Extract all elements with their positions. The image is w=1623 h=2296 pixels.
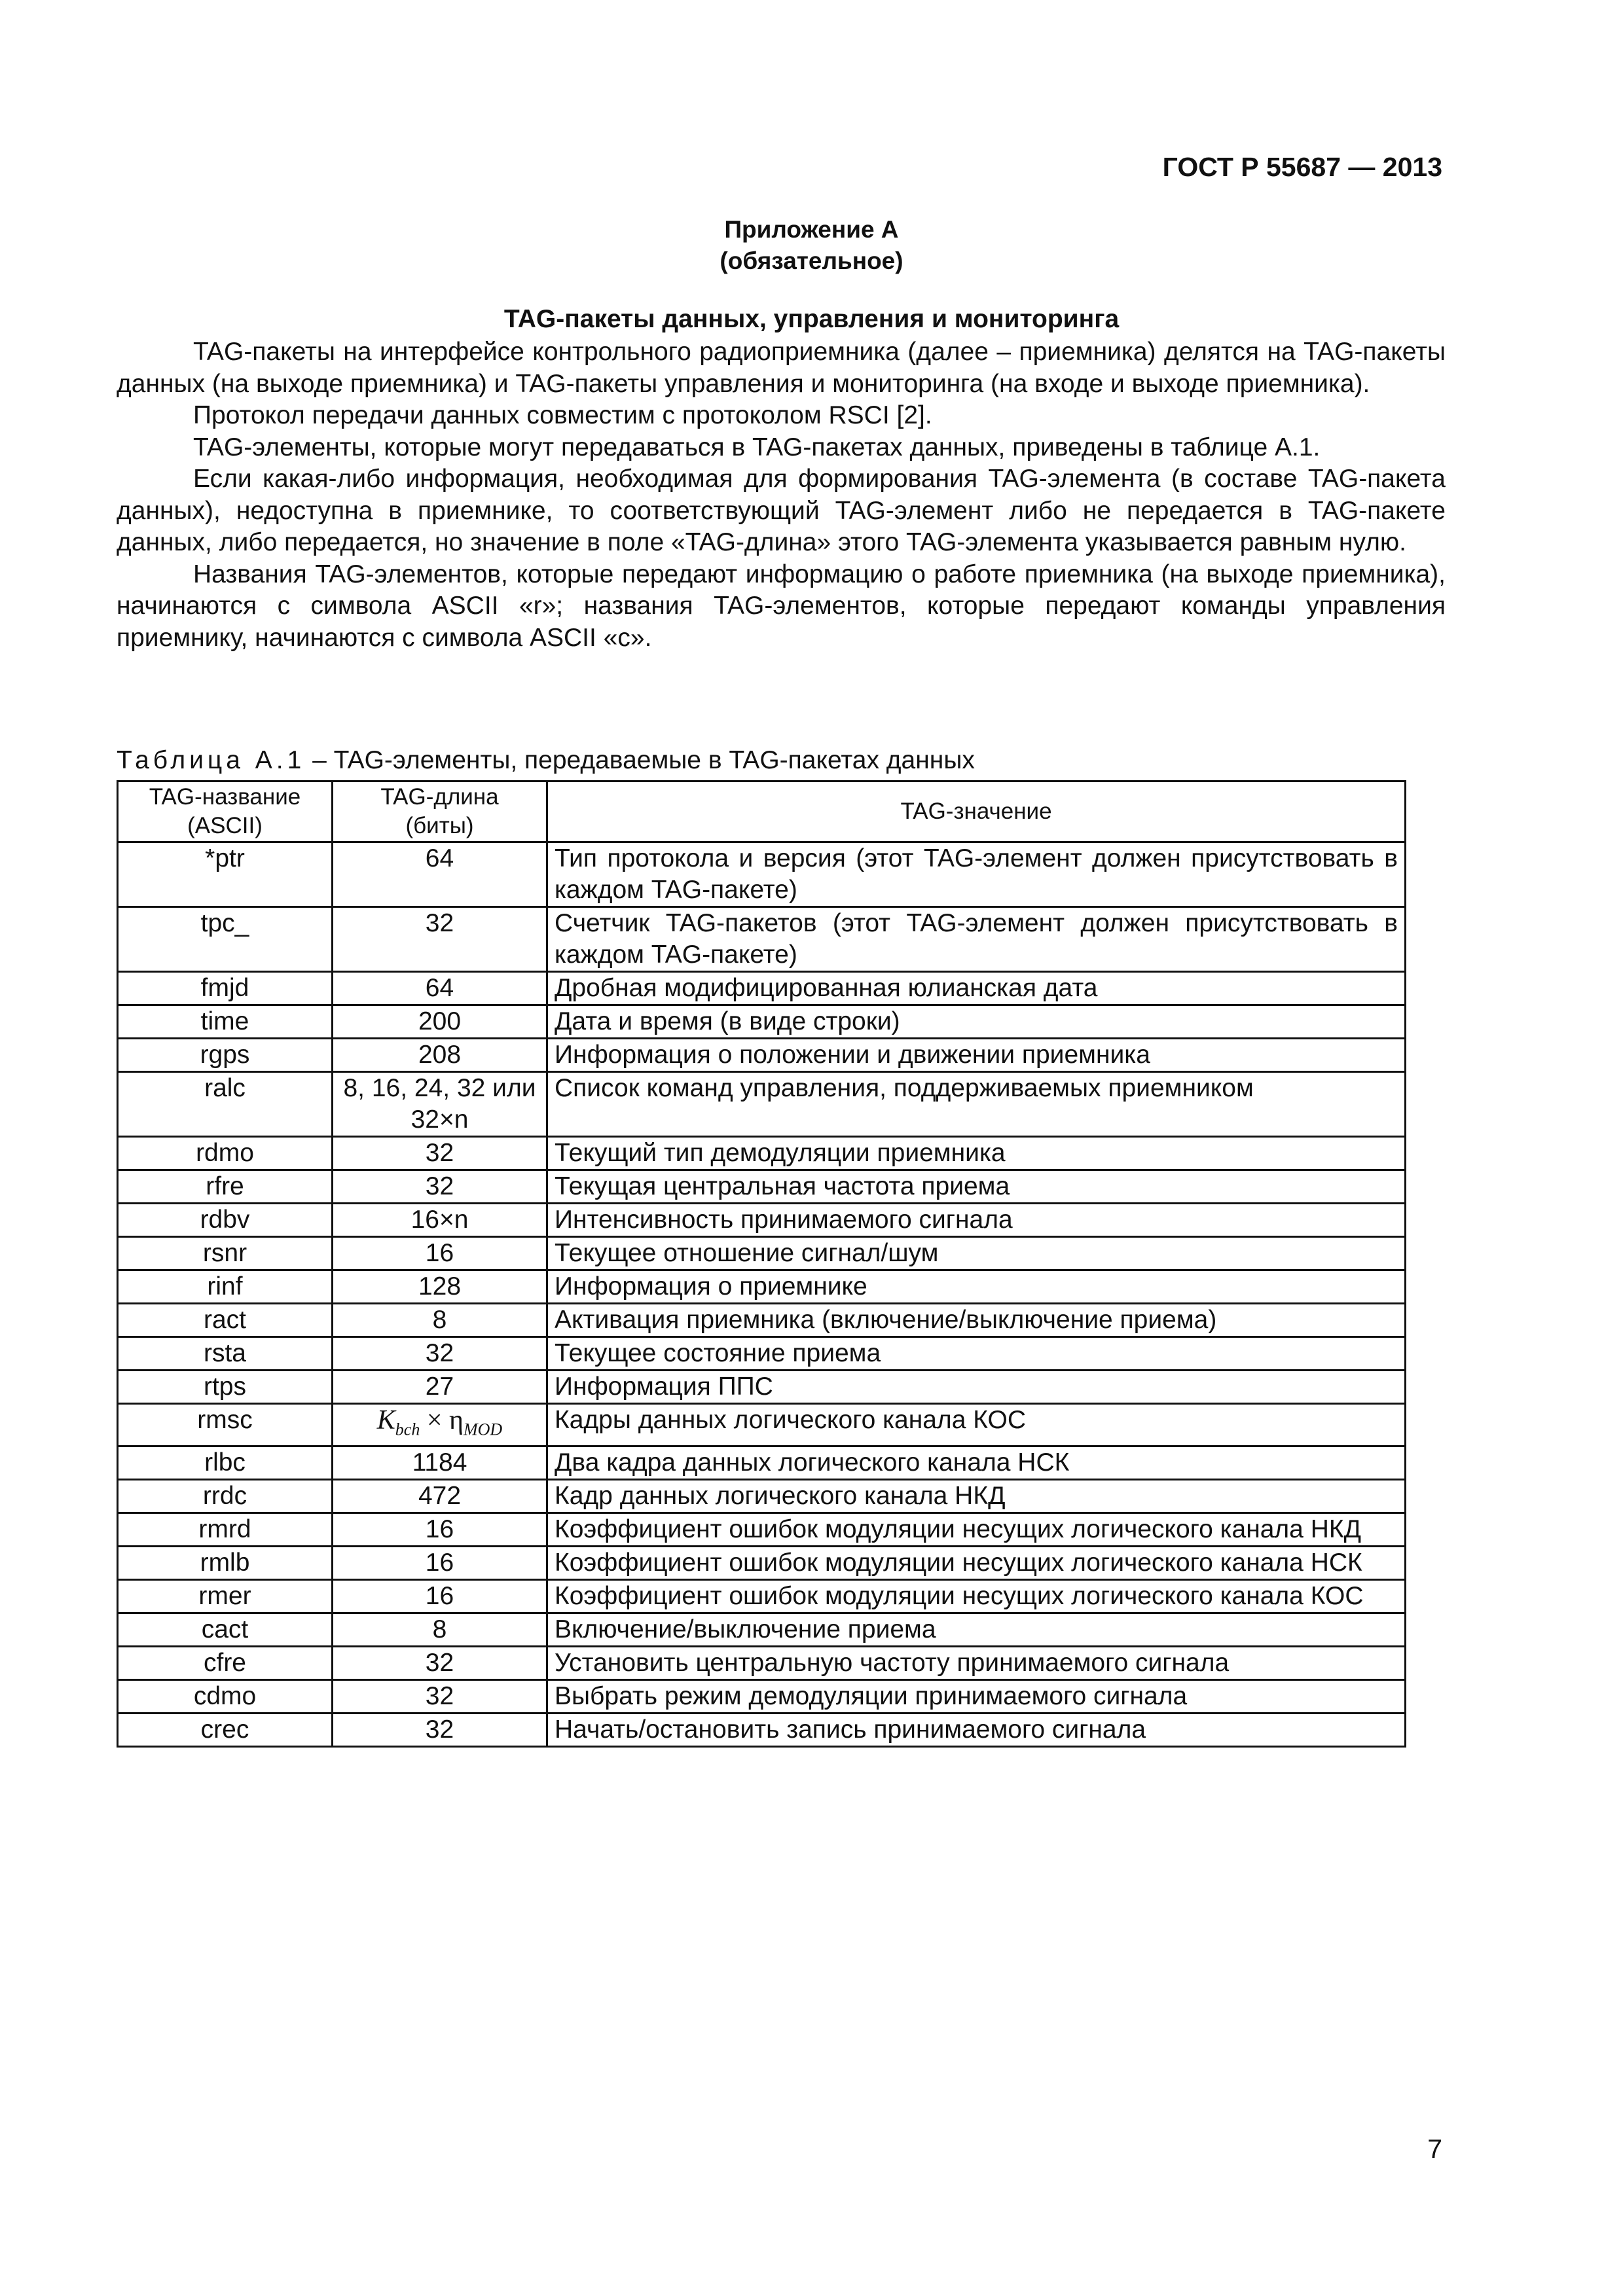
table-row: [118, 1137, 1406, 1170]
tag-elements-table: [117, 780, 1406, 1748]
tag-length-cell: 16: [333, 1580, 547, 1613]
tag-length-cell: 208: [333, 1039, 547, 1072]
tag-length-cell: 64: [333, 972, 547, 1005]
tag-name-cell: rmsc: [118, 1404, 333, 1446]
tag-value-cell: Коэффициент ошибок модуляции несущих логического канала КОС: [547, 1580, 1406, 1613]
tag-value-cell: Кадры данных логического канала КОС: [547, 1404, 1406, 1446]
tag-length-cell: 64: [333, 842, 547, 907]
header-tag-length-line1: TAG-длина: [380, 784, 499, 810]
page-number: 7: [1427, 2134, 1442, 2164]
formula-eta: η: [449, 1405, 464, 1435]
tag-length-cell: 16×n: [333, 1204, 547, 1237]
table-caption-text: – TAG-элементы, передаваемые в TAG-пакетах данных: [305, 746, 975, 774]
section-title: TAG-пакеты данных, управления и мониторинга: [503, 305, 1120, 333]
tag-value-cell: Интенсивность принимаемого сигнала: [547, 1204, 1406, 1237]
tag-value-cell: Выбрать режим демодуляции принимаемого сигнала: [547, 1680, 1406, 1713]
standard-code: ГОСТ Р 55687 — 2013: [1162, 152, 1442, 182]
tag-value-cell: Два кадра данных логического канала НСК: [547, 1446, 1406, 1480]
table-row: [118, 1513, 1406, 1547]
tag-length-cell: 128: [333, 1270, 547, 1304]
tag-name-cell: rinf: [118, 1270, 333, 1304]
tag-length-cell: 32: [333, 1647, 547, 1680]
table-row: [118, 1647, 1406, 1680]
tag-length-cell: [333, 1404, 547, 1446]
table-row: [118, 1446, 1406, 1480]
tag-name-cell: rtps: [118, 1371, 333, 1404]
table-caption-label: Таблица А.1: [117, 746, 306, 774]
formula-k: K: [376, 1405, 395, 1435]
tag-length-cell: 32: [333, 907, 547, 972]
tag-value-cell: Информация ППС: [547, 1371, 1406, 1404]
tag-name-cell: rsta: [118, 1337, 333, 1371]
tag-name-cell: fmjd: [118, 972, 333, 1005]
tag-name-cell: *ptr: [118, 842, 333, 907]
tag-value-cell: Активация приемника (включение/выключение приема): [547, 1304, 1406, 1337]
formula-operator: ×: [420, 1405, 450, 1435]
tag-length-cell: 16: [333, 1237, 547, 1270]
tag-name-cell: rmrd: [118, 1513, 333, 1547]
tag-name-cell: ralc: [118, 1072, 333, 1137]
tag-value-cell: Текущее отношение сигнал/шум: [547, 1237, 1406, 1270]
tag-value-cell: Текущий тип демодуляции приемника: [547, 1137, 1406, 1170]
tag-name-cell: rgps: [118, 1039, 333, 1072]
tag-length-cell: 8, 16, 24, 32 или 32×n: [333, 1072, 547, 1137]
tag-value-cell: Установить центральную частоту принимаемого сигнала: [547, 1647, 1406, 1680]
formula-k-subscript: bch: [395, 1420, 420, 1439]
body-text: [117, 336, 1446, 654]
tag-name-cell: tpc_: [118, 907, 333, 972]
tag-name-cell: cfre: [118, 1647, 333, 1680]
tag-value-cell: Текущая центральная частота приема: [547, 1170, 1406, 1204]
table-row: [118, 1547, 1406, 1580]
table-row: [118, 1580, 1406, 1613]
table-row: [118, 1204, 1406, 1237]
header-tag-value: TAG-значение: [547, 781, 1406, 842]
table-row: [118, 1480, 1406, 1513]
table-row: [118, 1337, 1406, 1371]
table-row: [118, 1304, 1406, 1337]
table-row: [118, 1371, 1406, 1404]
tag-value-cell: Коэффициент ошибок модуляции несущих логического канала НСК: [547, 1547, 1406, 1580]
tag-value-cell: Дата и время (в виде строки): [547, 1005, 1406, 1039]
rmsc-length-formula: [376, 1405, 503, 1439]
tag-name-cell: rrdc: [118, 1480, 333, 1513]
tag-name-cell: rdbv: [118, 1204, 333, 1237]
tag-value-cell: Дробная модифицированная юлианская дата: [547, 972, 1406, 1005]
tag-value-cell: Информация о приемнике: [547, 1270, 1406, 1304]
tag-name-cell: rfre: [118, 1170, 333, 1204]
annex-status: (обязательное): [720, 247, 903, 274]
tag-name-cell: cact: [118, 1613, 333, 1647]
tag-length-cell: 472: [333, 1480, 547, 1513]
tag-value-cell: Список команд управления, поддерживаемых приемником: [547, 1072, 1406, 1137]
tag-name-cell: cdmo: [118, 1680, 333, 1713]
tag-name-cell: time: [118, 1005, 333, 1039]
paragraph: TAG-элементы, которые могут передаваться в TAG-пакетах данных, приведены в таблице А.1.: [193, 433, 1321, 461]
tag-name-cell: rmlb: [118, 1547, 333, 1580]
header-tag-length-line2: (биты): [405, 813, 474, 838]
table-header-row: [118, 781, 1406, 842]
tag-length-cell: 1184: [333, 1446, 547, 1480]
tag-name-cell: rsnr: [118, 1237, 333, 1270]
table-row: [118, 972, 1406, 1005]
tag-name-cell: ract: [118, 1304, 333, 1337]
tag-length-cell: 8: [333, 1304, 547, 1337]
tag-length-cell: 16: [333, 1513, 547, 1547]
header-tag-name: [118, 781, 333, 842]
header-tag-length: [333, 781, 547, 842]
table-row: [118, 907, 1406, 972]
tag-value-cell: Кадр данных логического канала НКД: [547, 1480, 1406, 1513]
tag-value-cell: Счетчик TAG-пакетов (этот TAG-элемент должен присутствовать в каждом TAG-пакете): [547, 907, 1406, 972]
table-row: [118, 1039, 1406, 1072]
tag-length-cell: 32: [333, 1713, 547, 1747]
tag-value-cell: Включение/выключение приема: [547, 1613, 1406, 1647]
table-body: [118, 842, 1406, 1747]
tag-length-cell: 32: [333, 1170, 547, 1204]
tag-length-cell: 32: [333, 1137, 547, 1170]
table-row: [118, 1613, 1406, 1647]
tag-name-cell: rlbc: [118, 1446, 333, 1480]
tag-value-cell: Тип протокола и версия (этот TAG-элемент должен присутствовать в каждом TAG-пакете): [547, 842, 1406, 907]
annex-title: Приложение А: [724, 216, 899, 243]
table-row: [118, 1404, 1406, 1446]
table-row: [118, 1270, 1406, 1304]
tag-name-cell: rdmo: [118, 1137, 333, 1170]
header-tag-name-line2: (ASCII): [187, 813, 263, 838]
paragraph: TAG-пакеты на интерфейсе контрольного радиоприемника (далее – приемника) делятся на TAG-пакеты данных (на выходе приемника) и TAG-пакеты управления и мониторинга (на входе и выходе приемника).: [117, 338, 1446, 398]
tag-value-cell: Коэффициент ошибок модуляции несущих логического канала НКД: [547, 1513, 1406, 1547]
formula-eta-subscript: MOD: [464, 1420, 503, 1439]
tag-length-cell: 8: [333, 1613, 547, 1647]
tag-length-cell: 27: [333, 1371, 547, 1404]
tag-name-cell: crec: [118, 1713, 333, 1747]
header-tag-name-line1: TAG-название: [149, 784, 301, 810]
table-caption: [117, 746, 975, 775]
table-row: [118, 1713, 1406, 1747]
table-row: [118, 1072, 1406, 1137]
tag-value-cell: Информация о положении и движении приемника: [547, 1039, 1406, 1072]
paragraph: Если какая-либо информация, необходимая для формирования TAG-элемента (в составе TAG-пакета данных), недоступна в приемнике, то соответствующий TAG-элемент либо не передается в TAG-пакете данных, либо передается, но значение в поле «TAG-длина» этого TAG-элемента указывается равным нулю.: [117, 465, 1446, 556]
table-row: [118, 842, 1406, 907]
tag-value-cell: Текущее состояние приема: [547, 1337, 1406, 1371]
tag-length-cell: 32: [333, 1680, 547, 1713]
table-row: [118, 1005, 1406, 1039]
table-row: [118, 1237, 1406, 1270]
tag-length-cell: 16: [333, 1547, 547, 1580]
tag-length-cell: 200: [333, 1005, 547, 1039]
paragraph: Протокол передачи данных совместим с протоколом RSCI [2].: [193, 401, 932, 429]
tag-length-cell: 32: [333, 1337, 547, 1371]
paragraph: Названия TAG-элементов, которые передают информацию о работе приемника (на выходе приемника), начинаются с символа ASCII «r»; названия TAG-элементов, которые передают команды управления приемнику, начинаются с символа ASCII «c».: [117, 560, 1446, 652]
table-row: [118, 1170, 1406, 1204]
tag-name-cell: rmer: [118, 1580, 333, 1613]
table-row: [118, 1680, 1406, 1713]
tag-value-cell: Начать/остановить запись принимаемого сигнала: [547, 1713, 1406, 1747]
